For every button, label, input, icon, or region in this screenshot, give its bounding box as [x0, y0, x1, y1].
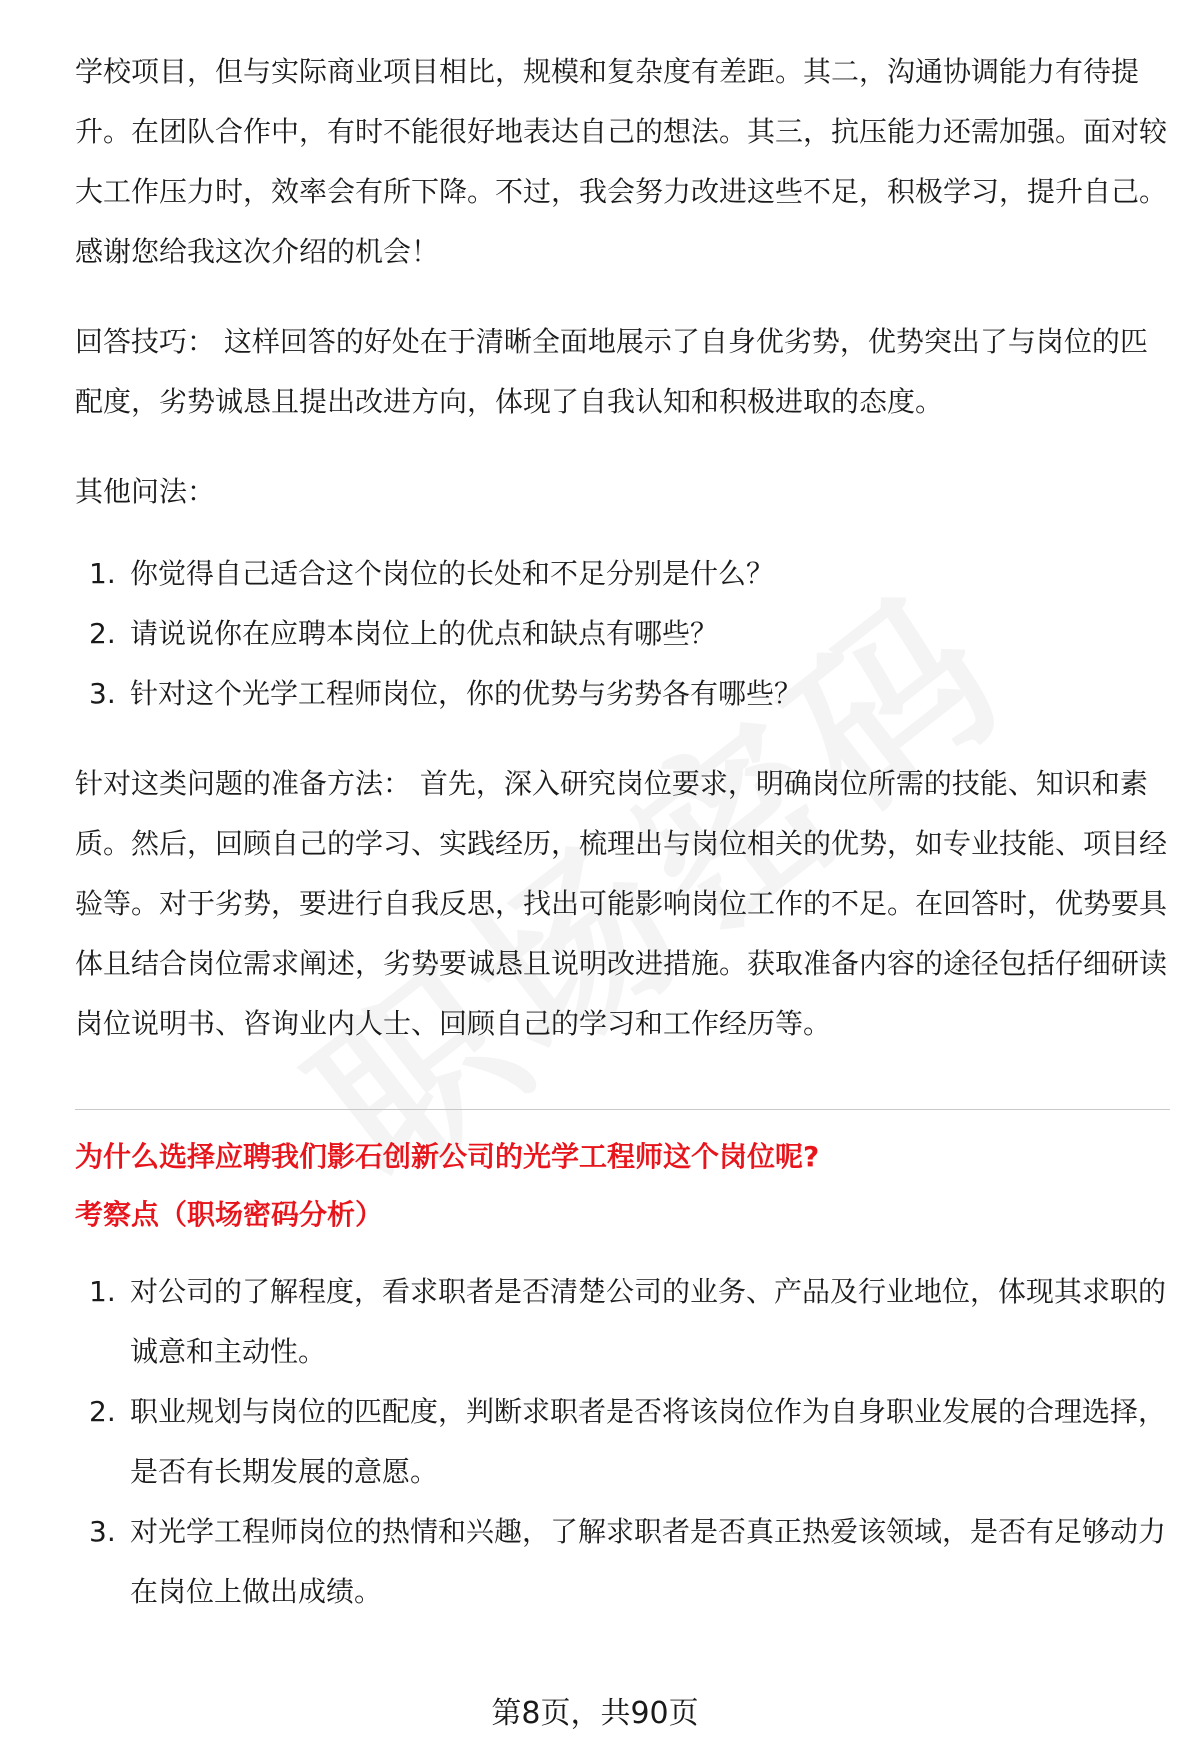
list-item: [75, 1502, 1170, 1622]
list-text: 请说说你在应聘本岗位上的优点和缺点有哪些？: [130, 617, 719, 650]
list-item: [75, 604, 1170, 664]
list-text: 对光学工程师岗位的热情和兴趣，了解求职者是否真正热爱该领域，是否有足够动力在岗位上做出成绩。: [130, 1515, 1167, 1608]
list-text: 针对这个光学工程师岗位，你的优势与劣势各有哪些？: [130, 677, 803, 710]
answer-tip: 回答技巧： 这样回答的好处在于清晰全面地展示了自身优劣势，优势突出了与岗位的匹配度，劣势诚恳且提出改进方向，体现了自我认知和积极进取的态度。: [75, 325, 1148, 418]
other-questions-list: [75, 544, 1170, 724]
list-number: 3.: [89, 1515, 116, 1548]
other-questions-label: 其他问法：: [75, 475, 216, 508]
page-footer: 第8页，共90页: [491, 1696, 699, 1731]
list-number: 2.: [89, 617, 116, 650]
assessment-points-list: [75, 1262, 1170, 1622]
document-page: [75, 42, 1170, 1622]
list-item: [75, 1382, 1170, 1502]
list-text: 职业规划与岗位的匹配度，判断求职者是否将该岗位作为自身职业发展的合理选择，是否有长期发展的意愿。: [130, 1395, 1167, 1488]
section-divider: [75, 1109, 1170, 1110]
list-text: 你觉得自己适合这个岗位的长处和不足分别是什么？: [130, 557, 775, 590]
assessment-heading: 考察点（职场密码分析）: [75, 1198, 384, 1231]
list-item: [75, 1262, 1170, 1382]
list-text: 对公司的了解程度，看求职者是否清楚公司的业务、产品及行业地位，体现其求职的诚意和主动性。: [130, 1275, 1167, 1368]
list-number: 1.: [89, 557, 116, 590]
list-number: 1.: [89, 1275, 116, 1308]
list-item: [75, 544, 1170, 604]
intro-paragraph: 学校项目，但与实际商业项目相比，规模和复杂度有差距。其二，沟通协调能力有待提升。在团队合作中，有时不能很好地表达自己的想法。其三，抗压能力还需加强。面对较大工作压力时，效率会有所下降。不过，我会努力改进这些不足，积极学习，提升自己。感谢您给我这次介绍的机会！: [75, 55, 1168, 268]
list-item: [75, 664, 1170, 724]
list-number: 3.: [89, 677, 116, 710]
list-number: 2.: [89, 1395, 116, 1428]
prep-method: 针对这类问题的准备方法： 首先，深入研究岗位要求，明确岗位所需的技能、知识和素质。然后，回顾自己的学习、实践经历，梳理出与岗位相关的优势，如专业技能、项目经验等。对于劣势，要进行自我反思，找出可能影响岗位工作的不足。在回答时，优势要具体且结合岗位需求阐述，劣势要诚恳且说明改进措施。获取准备内容的途径包括仔细研读岗位说明书、咨询业内人士、回顾自己的学习和工作经历等。: [75, 767, 1168, 1040]
question-heading: 为什么选择应聘我们影石创新公司的光学工程师这个岗位呢?: [75, 1140, 820, 1173]
